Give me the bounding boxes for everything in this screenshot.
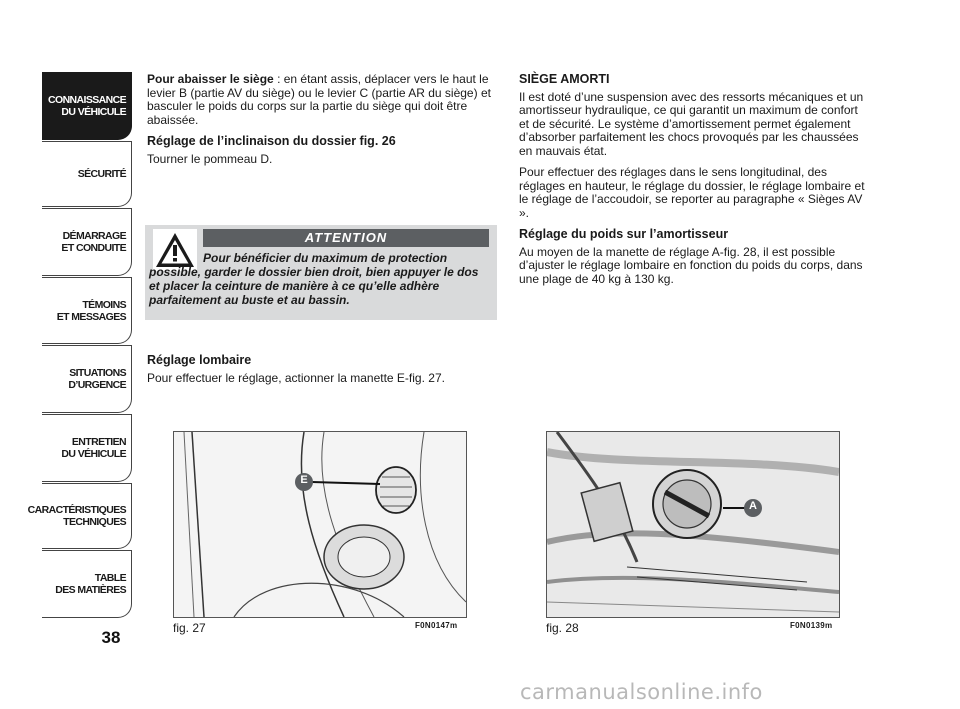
tab-label: TABLE xyxy=(94,572,126,584)
tab-label: TECHNIQUES xyxy=(63,516,126,528)
fig28-code: F0N0139m xyxy=(790,621,833,630)
tab-label: D’URGENCE xyxy=(68,379,126,391)
tab-caracteristiques[interactable] xyxy=(27,483,132,549)
watermark: carmanualsonline.info xyxy=(520,680,763,704)
heading-weight-adjust: Réglage du poids sur l’amortisseur xyxy=(519,227,729,241)
tab-label: TÉMOINS xyxy=(82,298,126,311)
tab-label: DU VÉHICULE xyxy=(61,448,126,460)
tab-label: DU VÉHICULE xyxy=(61,106,126,118)
tab-label: SITUATIONS xyxy=(69,367,126,379)
tab-connaissance[interactable] xyxy=(42,72,132,140)
tab-demarrage[interactable] xyxy=(42,208,132,276)
left-column xyxy=(147,73,497,174)
paragraph-lower-seat xyxy=(147,73,497,127)
fig27-code: F0N0147m xyxy=(415,621,458,630)
lumbar-section xyxy=(147,354,497,393)
tab-situations[interactable] xyxy=(42,345,132,413)
tab-table-matieres[interactable] xyxy=(42,550,132,618)
tab-securite[interactable] xyxy=(42,141,132,207)
figure-28 xyxy=(546,431,840,618)
paragraph-amorti-1: Il est doté d’une suspension avec des ressorts mécaniques et un amortisseur hydraulique, ce qui garantit un maximum de confort et de sécurité. Le système d’amortissement permet également d’absorber parfaitement les chocs provoqués par les chaussées en mauvais état. xyxy=(519,89,864,158)
heading-inclination: Réglage de l’inclinaison du dossier fig. 26 xyxy=(147,134,396,148)
warning-box xyxy=(145,225,497,320)
tab-label: DES MATIÈRES xyxy=(55,584,126,596)
fig27-caption: fig. 27 xyxy=(173,621,206,635)
tab-label: CONNAISSANCE xyxy=(48,94,126,106)
right-column xyxy=(519,73,869,294)
lower-seat-text: : en étant assis, déplacer vers le haut le levier B (partie AV du siège) ou le levier C (partie AR du siège) et basculer le poids du corps sur la partie du siège qui doit être abaissée. xyxy=(147,72,491,127)
tab-entretien[interactable] xyxy=(42,414,132,482)
heading-siege-amorti: SIÈGE AMORTI xyxy=(519,72,610,86)
tab-label: ET MESSAGES xyxy=(56,310,126,323)
seat-suspension-illustration xyxy=(547,432,839,617)
seat-lumbar-illustration xyxy=(174,432,466,617)
fig28-caption: fig. 28 xyxy=(546,621,579,635)
warning-title: ATTENTION xyxy=(203,229,489,247)
heading-lumbar: Réglage lombaire xyxy=(147,353,252,367)
label-a: A xyxy=(749,500,757,512)
label-e: E xyxy=(300,474,308,486)
tab-label: ET CONDUITE xyxy=(61,242,126,254)
lower-seat-heading: Pour abaisser le siège xyxy=(147,72,274,86)
paragraph-weight-adjust: Au moyen de la manette de réglage A-fig. 28, il est possible d’ajuster le réglage lombaire en fonction du poids du corps, dans une plage de 40 kg à 130 kg. xyxy=(519,244,863,286)
tab-label: DÉMARRAGE xyxy=(62,230,126,242)
paragraph-amorti-2: Pour effectuer des réglages dans le sens longitudinal, des réglages en hauteur, le réglage du dossier, le réglage lombaire et le réglage de l’accoudoir, se reporter au paragraphe « Sièges AV ». xyxy=(519,165,865,220)
tab-label: ENTRETIEN xyxy=(71,436,126,448)
warning-text: Pour bénéficier du maximum de protection possible, garder le dossier bien droit, bien appuyer le dos et placer la ceinture de manière à ce qu’elle adhère parfaitement au buste et au bassin. xyxy=(149,251,479,307)
figure-27 xyxy=(173,431,467,618)
tab-temoins[interactable] xyxy=(42,277,132,344)
page-number: 38 xyxy=(101,628,121,647)
tab-label: SÉCURITÉ xyxy=(77,168,126,180)
paragraph-inclination: Tourner le pommeau D. xyxy=(147,151,273,166)
paragraph-lumbar: Pour effectuer le réglage, actionner la manette E-fig. 27. xyxy=(147,370,445,385)
tab-label: CARACTÉRISTIQUES xyxy=(27,504,126,516)
